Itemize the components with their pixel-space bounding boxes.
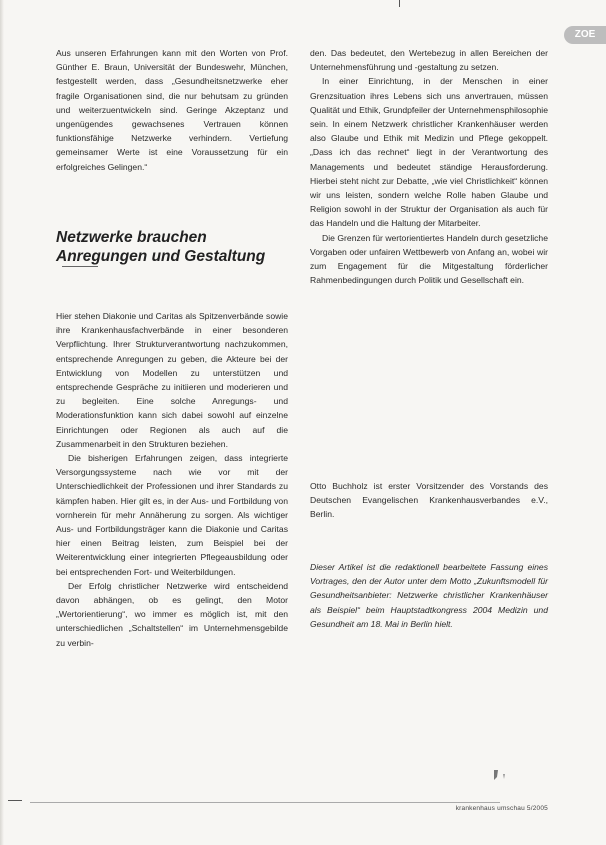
paragraph: Hier stehen Diakonie und Caritas als Spitzenverbände sowie ihre Krankenhausfachverbände in einer besonderen Verpflichtung. Ihrer Strukturverantwortung nachzukommen, entsprechende Anregungen zu geben, die Akteure bei der Entwicklung von Modellen zu unterstützen und entsprechende Gespräche zu initiieren und moderieren und zu begleiten. Eine solche Anregungs- und Moderationsfunktion kann sich dabei sowohl auf einzelne Einrichtungen oder Regionen als auch auf die Zusammenarbeit in den Strukturen beziehen.: [56, 311, 288, 449]
page-tab-badge: ZOE: [564, 26, 606, 44]
crop-mark: [399, 0, 400, 7]
author-bio-text: Otto Buchholz ist erster Vorsitzender des Vorstands des Deutschen Evangelischen Krankenhausverbandes e.V., Berlin.: [310, 481, 548, 520]
section-heading: [56, 228, 296, 267]
right-column-top: [310, 46, 548, 287]
left-column-bottom: [56, 309, 288, 650]
footer-crop-mark: [8, 797, 22, 805]
paragraph: den. Das bedeutet, den Wertebezug in allen Bereichen der Unternehmensführung und -gestaltung zu setzen.: [310, 48, 548, 73]
editorial-note: [310, 560, 548, 631]
paragraph: Die bisherigen Erfahrungen zeigen, dass integrierte Versorgungssysteme nach wie vor mit der Unterschiedlichkeit der Professionen und ihrer Standards zu kämpfen haben. Hier gilt es, in der Aus- und Fortbildung von vornherein für mehr Annäherung zu sorgen. Als wichtiger Aus- und Fortbildungsträger kann die Diakonie und Caritas hier einen Beitrag leisten, zum Beispiel bei der Weiterentwicklung einer integrierten Pflegeausbildung oder bei entsprechenden Fort- und Weiterbildungen.: [56, 453, 288, 577]
section-heading-line-1: Netzwerke brauchen: [56, 229, 207, 246]
editorial-note-text: Dieser Artikel ist die redaktionell bearbeitete Fassung eines Vortrages, den der Autor unter dem Motto „Zukunftsmodell für Gesundheitsanbieter: Netzwerke christlicher Krankenhäuser als Beispiel“ beim Hauptstadtkongress 2004 Medizin und Gesundheit am 18. Mai in Berlin hielt.: [310, 562, 548, 629]
scan-artifact-mark: [492, 768, 508, 782]
heading-rule: [62, 266, 98, 267]
author-bio: [310, 479, 548, 522]
left-column-top: [56, 46, 288, 174]
section-heading-line-2: Anregungen und Gestaltung: [56, 248, 266, 265]
paragraph: In einer Einrichtung, in der Menschen in einer Grenzsituation ihres Lebens sich uns anvertrauen, müssen Qualität und Ethik, Grundpfeiler der Unternehmensphilosophie sein. In einem Netzwerk christlicher Krankenhäuser werden also Glaube und Ethik mit Medizin und Pflege gekoppelt. „Dass ich das rechnet“ liegt in der Verantwortung des Managements und bedeutet ständige Herausforderung. Hierbei steht nicht zur Debatte, „wie viel Christlichkeit“ können wir uns leisten, sondern welche Rolle haben Glaube und Religion sowohl in der Struktur der Organisation als auch für das Handeln und die Haltung der Mitarbeiter.: [310, 76, 548, 229]
footer-source-label: krankenhaus umschau 5/2005: [455, 805, 548, 812]
paragraph: Der Erfolg christlicher Netzwerke wird entscheidend davon abhängen, ob es gelingt, den Motor „Wertorientierung“, wo immer es möglich ist, mit den unterschiedlichen „Schaltstellen“ im Unternehmensgebilde zu verbin-: [56, 580, 288, 648]
paragraph: Aus unseren Erfahrungen kann mit den Worten von Prof. Günther E. Braun, Universität der Bundeswehr, München, festgestellt werden, dass „Gesundheitsnetzwerke eher fragile Organisationen sind, die nur behutsam zu gründen und weiterzuentwickeln sind. Geringe Akzeptanz und ungenügendes gewachsenes Vertrauen können funktionsfähige Netzwerke verhindern. Vertiefung gemeinsamer Werte ist eine Voraussetzung für ein erfolgreiches Gelingen.“: [56, 48, 288, 172]
page-edge-shadow: [0, 0, 4, 845]
footer-rule: [30, 802, 500, 803]
paragraph: Die Grenzen für wertorientiertes Handeln durch gesetzliche Vorgaben oder unfairen Wettbewerb von Anfang an, wobei wir zum Engagement für die Mitgestaltung förderlicher Rahmenbedingungen durch Politik und Gesellschaft ein.: [310, 232, 548, 286]
